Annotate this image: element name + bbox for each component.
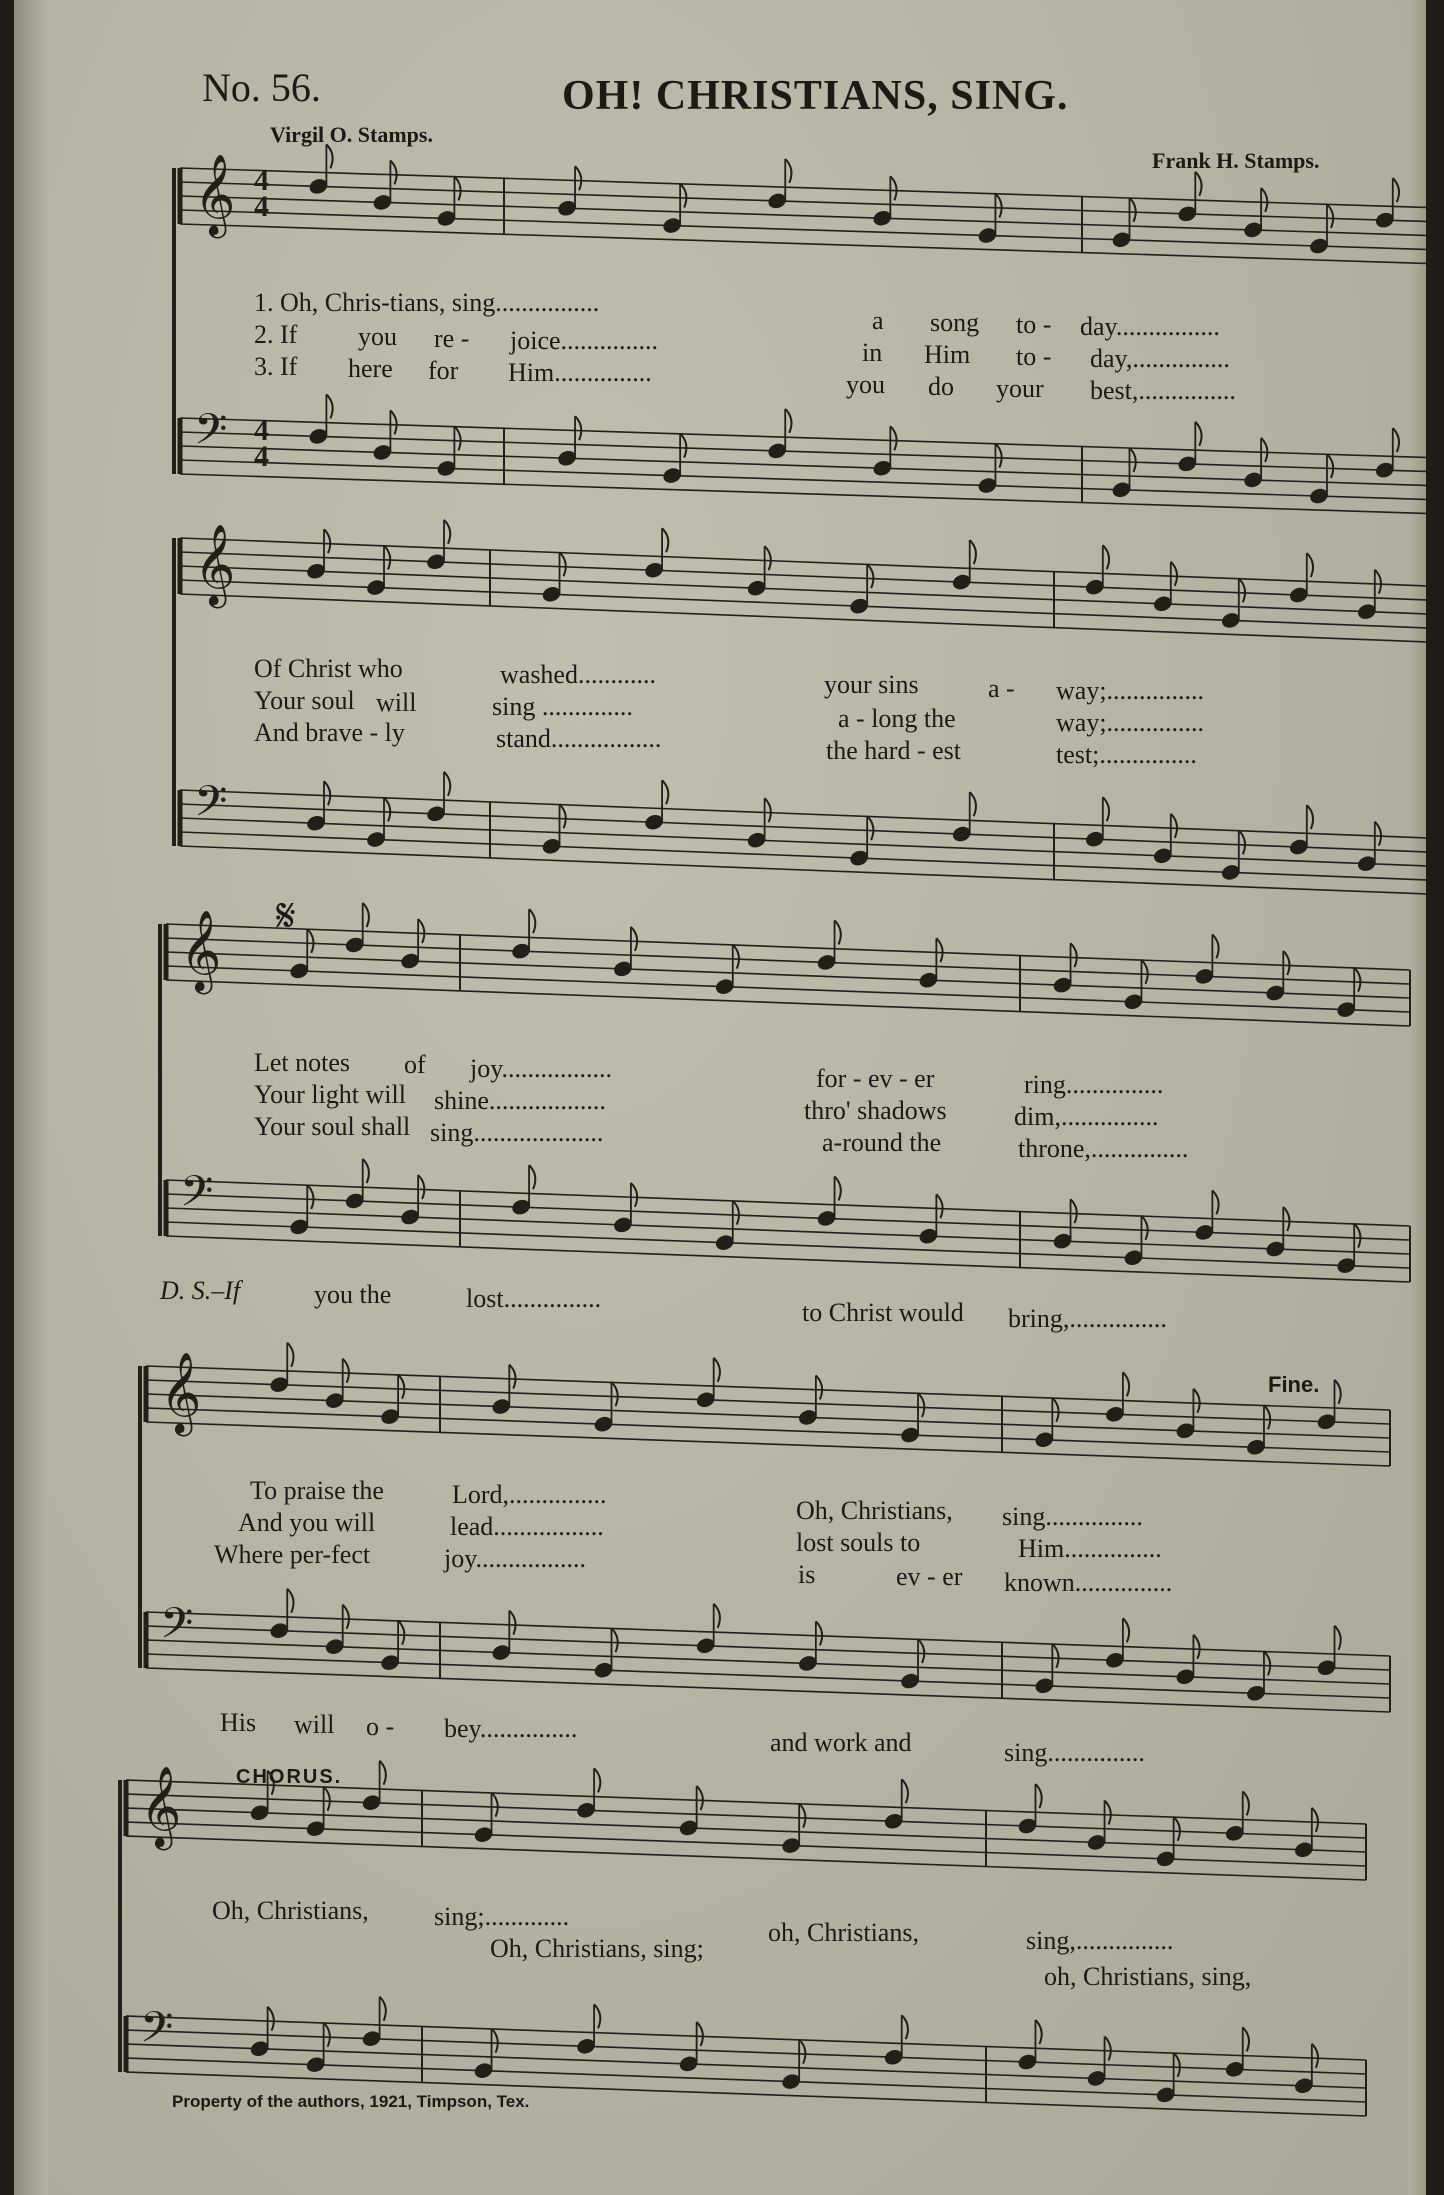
lyric-2-7: to - <box>1016 342 1052 371</box>
lyric-9-4: throne,............... <box>1018 1134 1189 1163</box>
note-flag <box>1141 960 1147 984</box>
ds-lyric-3: lost............... <box>466 1284 602 1313</box>
note-flag <box>307 1185 313 1209</box>
note-flag <box>1105 1800 1111 1824</box>
note-flag <box>1312 1808 1318 1832</box>
staff-line <box>166 966 1410 1012</box>
note-flag <box>384 546 390 570</box>
note-flag <box>398 1621 404 1645</box>
note-flag <box>714 1358 720 1382</box>
note-flag <box>1327 454 1333 478</box>
note-flag <box>1171 562 1177 586</box>
note-flag <box>918 1393 924 1417</box>
lyric-1-4: to - <box>1016 310 1052 339</box>
lyric-8-2: shine.................. <box>434 1086 606 1115</box>
note-flag <box>575 416 581 440</box>
note-flag <box>509 1365 515 1389</box>
lyric-7-2: of <box>404 1050 426 1079</box>
lyric-5-4: a - long the <box>838 704 956 733</box>
note-flag <box>867 816 873 840</box>
note-flag <box>363 903 369 927</box>
lyric-2-4: joice............... <box>510 326 659 355</box>
note-flag <box>1171 814 1177 838</box>
note-flag <box>680 434 686 458</box>
staff-line <box>126 1836 1366 1880</box>
lyric-1-3: song <box>930 308 980 337</box>
note-flag <box>1129 448 1135 472</box>
bass-clef: 𝄢 <box>160 1599 194 1659</box>
chorus-lyric-alto: Oh, Christians, sing; <box>490 1934 704 1963</box>
note-flag <box>697 2022 703 2046</box>
note-flag <box>890 176 896 200</box>
lyric-1-5: day................ <box>1080 312 1220 341</box>
lyric-3-1: 3. If <box>254 352 298 381</box>
note-flag <box>1283 951 1289 975</box>
staff-line <box>146 1422 1390 1466</box>
lyric-2-8: day,............... <box>1090 344 1230 373</box>
lyric-12-4: ev - er <box>896 1562 963 1591</box>
note-flag <box>575 166 581 190</box>
note-flag <box>1261 438 1267 462</box>
note-flag <box>492 1793 498 1817</box>
note-flag <box>1103 545 1109 569</box>
note-flag <box>611 1628 617 1652</box>
lyric-1-1: 1. Oh, Chris-tians, sing................ <box>254 288 600 317</box>
bass-lyric-5: and work and <box>770 1728 912 1757</box>
lyric-3-2: here <box>348 354 393 383</box>
note-flag <box>1393 178 1399 202</box>
note-flag <box>1105 2036 1111 2060</box>
lyric-10-1: To praise the <box>250 1476 384 1505</box>
note-flag <box>384 798 390 822</box>
note-flag <box>418 1175 424 1199</box>
lyric-12-2: joy................. <box>444 1544 587 1573</box>
note-flag <box>835 1176 841 1200</box>
note-flag <box>509 1611 515 1635</box>
bass-lyric-1: His <box>220 1708 257 1737</box>
lyric-4-4: a - <box>988 674 1015 703</box>
lyric-7-5: ring............... <box>1024 1070 1164 1099</box>
segno-sign: 𝄋 <box>276 888 296 942</box>
staff-line <box>166 1236 1410 1282</box>
note-flag <box>799 2040 805 2064</box>
note-flag <box>936 1194 942 1218</box>
note-flag <box>714 1604 720 1628</box>
lyric-10-4: sing............... <box>1002 1502 1143 1531</box>
note-flag <box>1195 422 1201 446</box>
lyric-7-1: Let notes <box>254 1048 351 1077</box>
note-flag <box>326 144 332 168</box>
note-flag <box>1212 934 1218 958</box>
treble-clef: 𝄞 <box>180 909 222 991</box>
note-flag <box>560 804 566 828</box>
note-flag <box>765 546 771 570</box>
bass-lyric-4: bey............... <box>444 1714 578 1743</box>
note-flag <box>492 2029 498 2053</box>
note-flag <box>1375 570 1381 594</box>
copyright-footer: Property of the authors, 1921, Timpson, Tex. <box>172 2092 530 2111</box>
note-flag <box>970 540 976 564</box>
lyric-6-2: stand................. <box>496 724 662 753</box>
note-flag <box>765 798 771 822</box>
note-flag <box>1212 1190 1218 1214</box>
note-flag <box>1264 1405 1270 1429</box>
composer-credit: Frank H. Stamps. <box>1152 148 1320 173</box>
chorus-lyric-bass: oh, Christians, sing, <box>1044 1962 1252 1991</box>
note-flag <box>390 160 396 184</box>
note-flag <box>1312 2044 1318 2068</box>
note-flag <box>902 1779 908 1803</box>
note-flag <box>1035 2020 1041 2044</box>
note-flag <box>1393 428 1399 452</box>
lyric-4-3: your sins <box>824 670 919 699</box>
note-flag <box>326 394 332 418</box>
note-flag <box>1052 1398 1058 1422</box>
staff-line <box>146 1408 1390 1452</box>
lyric-2-3: re - <box>434 324 470 353</box>
note-flag <box>1123 1618 1129 1642</box>
note-flag <box>390 410 396 434</box>
lyric-7-3: joy................. <box>470 1054 613 1083</box>
note-flag <box>1129 198 1135 222</box>
lyric-11-3: lost souls to <box>796 1528 921 1557</box>
note-flag <box>1174 2053 1180 2077</box>
lyric-3-3: for <box>428 356 459 385</box>
bass-clef: 𝄢 <box>140 2003 174 2063</box>
note-flag <box>529 909 535 933</box>
note-flag <box>380 1761 386 1785</box>
note-flag <box>1174 1817 1180 1841</box>
lyric-3-8: best,............... <box>1090 376 1236 405</box>
note-flag <box>343 1605 349 1629</box>
note-flag <box>594 1768 600 1792</box>
note-flag <box>1243 1791 1249 1815</box>
note-flag <box>662 780 668 804</box>
note-flag <box>1264 1651 1270 1675</box>
lyric-2-1: 2. If <box>254 320 298 349</box>
staff-line <box>126 2016 1366 2060</box>
lyric-6-4: test;............... <box>1056 740 1197 769</box>
lyric-4-5: way;............... <box>1056 676 1205 705</box>
note-flag <box>890 426 896 450</box>
lyric-8-4: dim,............... <box>1014 1102 1159 1131</box>
lyric-5-2: will <box>376 688 417 717</box>
ds-lyric-4: to Christ would <box>802 1298 964 1327</box>
note-flag <box>816 1621 822 1645</box>
note-flag <box>867 564 873 588</box>
note-flag <box>1243 2027 1249 2051</box>
lyric-2-6: Him <box>924 340 971 369</box>
lyric-12-3: is <box>798 1560 816 1589</box>
note-flag <box>995 194 1001 218</box>
note-flag <box>733 1201 739 1225</box>
bass-lyric-3: o - <box>366 1712 395 1741</box>
lyric-12-1: Where per-fect <box>214 1540 371 1569</box>
note-flag <box>324 2023 330 2047</box>
bass-clef: 𝄢 <box>180 1167 214 1227</box>
note-flag <box>785 159 791 183</box>
note-flag <box>995 444 1001 468</box>
note-flag <box>1071 943 1077 967</box>
note-flag <box>1261 188 1267 212</box>
note-flag <box>343 1359 349 1383</box>
note-flag <box>1239 578 1245 602</box>
note-flag <box>1375 822 1381 846</box>
note-flag <box>324 529 330 553</box>
lyric-8-1: Your light will <box>254 1080 406 1109</box>
treble-clef: 𝄞 <box>160 1351 202 1433</box>
ds-lyric-5: bring,............... <box>1008 1304 1167 1333</box>
note-flag <box>1193 1635 1199 1659</box>
note-flag <box>287 1343 293 1367</box>
ds-lyric-1: D. S.–If <box>160 1276 241 1305</box>
time-signature-treble: 4 <box>254 164 269 197</box>
note-flag <box>902 2015 908 2039</box>
lyric-3-7: your <box>996 374 1044 403</box>
note-flag <box>1123 1372 1129 1396</box>
note-flag <box>1071 1199 1077 1223</box>
note-flag <box>816 1375 822 1399</box>
note-flag <box>324 781 330 805</box>
lyric-8-3: thro' shadows <box>804 1096 947 1125</box>
staff-line <box>166 980 1410 1026</box>
bass-lyric-6: sing............... <box>1004 1738 1145 1767</box>
note-flag <box>1307 805 1313 829</box>
lyric-5-5: way;............... <box>1056 708 1205 737</box>
lyric-3-5: you <box>846 370 885 399</box>
note-flag <box>454 176 460 200</box>
time-signature-treble: 4 <box>254 190 269 223</box>
lyric-9-1: Your soul shall <box>254 1112 411 1141</box>
chorus-lyric-4: sing,............... <box>1026 1926 1174 1955</box>
note-flag <box>680 184 686 208</box>
hymn-page <box>14 0 1426 2195</box>
chorus-lyric-2: sing;............. <box>434 1902 570 1931</box>
note-flag <box>529 1165 535 1189</box>
treble-clef: 𝄞 <box>140 1765 182 1847</box>
treble-clef: 𝄞 <box>194 153 236 235</box>
chorus-lyric-3: oh, Christians, <box>768 1918 919 1947</box>
note-flag <box>785 409 791 433</box>
lyric-10-2: Lord,............... <box>452 1480 607 1509</box>
note-flag <box>1335 1380 1341 1404</box>
note-flag <box>268 2007 274 2031</box>
note-flag <box>697 1786 703 1810</box>
note-flag <box>324 1787 330 1811</box>
lyric-9-3: a-round the <box>822 1128 942 1157</box>
chorus-lyric-1: Oh, Christians, <box>212 1896 369 1925</box>
note-flag <box>1354 968 1360 992</box>
lyric-11-2: lead................. <box>450 1512 604 1541</box>
lyric-6-1: And brave - ly <box>254 718 405 747</box>
lyric-11-4: Him............... <box>1018 1534 1162 1563</box>
note-flag <box>1307 553 1313 577</box>
lyric-1-2: a <box>872 306 884 335</box>
note-flag <box>444 520 450 544</box>
lyric-7-4: for - ev - er <box>816 1064 935 1093</box>
staff-line <box>166 1208 1410 1254</box>
note-flag <box>398 1375 404 1399</box>
lyric-10-3: Oh, Christians, <box>796 1496 953 1525</box>
bass-clef: 𝄢 <box>194 405 228 465</box>
note-flag <box>799 1804 805 1828</box>
lyric-4-1: Of Christ who <box>254 654 403 683</box>
note-flag <box>1193 1389 1199 1413</box>
note-flag <box>1103 797 1109 821</box>
lyric-3-4: Him............... <box>508 358 652 387</box>
note-flag <box>1195 172 1201 196</box>
note-flag <box>835 920 841 944</box>
time-signature-bass: 4 <box>254 440 269 473</box>
note-flag <box>594 2004 600 2028</box>
note-flag <box>1354 1224 1360 1248</box>
note-flag <box>454 426 460 450</box>
note-flag <box>1327 204 1333 228</box>
staff-line <box>166 952 1410 998</box>
time-signature-bass: 4 <box>254 414 269 447</box>
ds-lyric-2: you the <box>314 1280 392 1309</box>
chorus-label: CHORUS. <box>236 1766 343 1788</box>
note-flag <box>307 929 313 953</box>
note-flag <box>1035 1784 1041 1808</box>
lyric-11-1: And you will <box>238 1508 376 1537</box>
lyric-4-2: washed............ <box>500 660 656 689</box>
staff-line <box>146 1654 1390 1698</box>
note-flag <box>1141 1216 1147 1240</box>
note-flag <box>1283 1207 1289 1231</box>
note-flag <box>970 792 976 816</box>
lyric-3-6: do <box>928 372 954 401</box>
note-flag <box>631 1183 637 1207</box>
note-flag <box>444 772 450 796</box>
note-flag <box>418 919 424 943</box>
hymn-number: No. 56. <box>202 65 321 110</box>
note-flag <box>560 552 566 576</box>
bass-lyric-2: will <box>294 1710 335 1739</box>
lyric-6-3: the hard - est <box>826 736 962 765</box>
note-flag <box>936 938 942 962</box>
note-flag <box>1239 830 1245 854</box>
note-flag <box>662 528 668 552</box>
lyric-5-1: Your soul <box>254 686 355 715</box>
lyric-2-5: in <box>862 338 883 367</box>
note-flag <box>918 1639 924 1663</box>
fine-mark: Fine. <box>1268 1372 1320 1397</box>
note-flag <box>287 1589 293 1613</box>
treble-clef: 𝄞 <box>194 523 236 605</box>
lyric-9-2: sing.................... <box>430 1118 604 1147</box>
bass-clef: 𝄢 <box>194 777 228 837</box>
hymn-title: OH! CHRISTIANS, SING. <box>562 73 1069 119</box>
lyricist-credit: Virgil O. Stamps. <box>270 122 433 147</box>
note-flag <box>363 1159 369 1183</box>
lyric-5-3: sing .............. <box>492 692 633 721</box>
note-flag <box>611 1382 617 1406</box>
note-flag <box>380 1997 386 2021</box>
note-flag <box>733 945 739 969</box>
staff-line <box>146 1668 1390 1712</box>
staff-line <box>166 1222 1410 1268</box>
note-flag <box>1335 1626 1341 1650</box>
note-flag <box>1052 1644 1058 1668</box>
note-flag <box>631 927 637 951</box>
lyric-12-5: known............... <box>1004 1568 1173 1597</box>
lyric-2-2: you <box>358 322 397 351</box>
